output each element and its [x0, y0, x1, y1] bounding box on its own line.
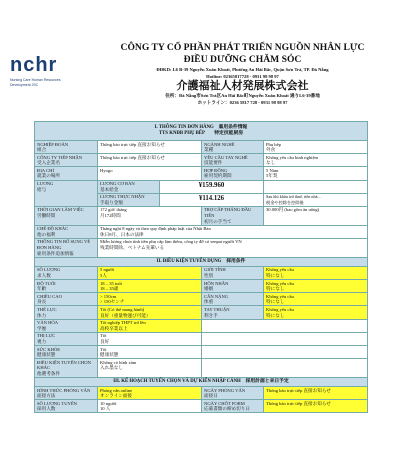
field-value: Tốt 健康状態: [97, 346, 201, 358]
salary-base-row: [97, 181, 367, 193]
field-empty: [201, 320, 367, 332]
company-header: [90, 42, 395, 106]
form-row: [35, 399, 367, 412]
field-label: NGÀY PHỎNG VẤN 面接日: [201, 387, 263, 399]
field-empty: [201, 346, 367, 358]
field-empty: [201, 333, 367, 345]
salary-block: [97, 181, 367, 206]
field-label: ĐIỀU KIỆN TUYỂN CHỌN KHÁC 他選考条件: [35, 359, 97, 377]
company-name-vi-2: ĐIỀU DƯỠNG CHĂM SÓC: [183, 54, 302, 65]
salary-net-row: [97, 193, 367, 206]
field-label: THỂ LỰC 体力: [35, 306, 97, 318]
form-row: [35, 153, 367, 166]
field-value: > 150cm > 150センチ: [97, 293, 201, 305]
company-name-vi: CÔNG TY CỔ PHẦN PHÁT TRIỂN NGUỒN NHÂN LỰC: [120, 42, 365, 53]
field-value: Hyogo: [97, 167, 201, 179]
field-value: 5 Năm 5年契: [263, 167, 367, 179]
field-label: ĐỊA CHỈ 就業の場所: [35, 167, 97, 179]
field-value: Không yêu cầu 特になし: [263, 267, 367, 279]
form-row: [35, 279, 367, 292]
salary-note-top: [263, 181, 367, 193]
field-label: SỐ LƯỢNG TUYỂN 採用人数: [35, 400, 97, 412]
field-value: 30.000円 (bao gồm ăn uống): [263, 207, 367, 225]
company-hotline-jp: ホットライン：0236 5817 728 - 0931 98 98 97: [197, 100, 288, 105]
field-label: TAY THUẬN 利き手: [201, 306, 263, 318]
field-label: LƯƠNG 給与: [35, 181, 97, 206]
field-value: Phỏng vấn online オンライン面接: [97, 387, 201, 399]
field-value: Tháng nghỉ 8 ngày và theo quy định pháp luật của Nhật Bản 休日8月、日本の法律: [97, 226, 367, 238]
field-value: Không yêu cầu 特になし: [263, 293, 367, 305]
form-row: [35, 238, 367, 257]
field-value: Phụ bếp 外食: [263, 141, 367, 153]
form-row: [35, 292, 367, 305]
field-value: Thông báo trực tiếp 直接お知らせ: [97, 141, 201, 153]
field-value: 5 người 5人: [97, 267, 201, 279]
field-value: Tốt (Có thể mang hành) 良好（重量物運び可能）: [97, 306, 201, 318]
company-address: ĐĐKD: L6 B-39 Nguyễn Xuân Khoát, Phường An Hải Bắc, Quận Sơn Trà, TP. Đà Nẵng: [156, 67, 329, 72]
field-label: SỐ LƯỢNG 求人数: [35, 267, 97, 279]
field-value: Thông báo trực tiếp 直接お知らせ: [97, 154, 201, 166]
company-name-jp: 介護福祉人材発展株式会社: [176, 80, 309, 92]
form-row: [35, 225, 367, 238]
company-logo: [10, 54, 80, 114]
field-value: Không yêu cầu 特になし: [263, 280, 367, 292]
field-value: Miễn lương chưa tính tiền phụ cấp làm thêm, công ty đỡ có senpai người VN 残業時間除、ベトナム先輩いる: [97, 239, 367, 257]
salary-base-value: ¥159.960: [159, 181, 263, 193]
logo-mark: nchr: [10, 54, 58, 76]
company-address-jp: 住所：Đà Nẵng市Sơn Trà区An Hải Bắc町Nguyễn Xuân Khoát 通りL6-39番地: [165, 93, 320, 98]
field-value: 18 – 35 tuổi 18 – 35歳: [97, 280, 201, 292]
salary-note: Sau khi khấu trừ thuế, tiền nhà… 税金や控除を控除後: [263, 194, 367, 206]
form-row: [35, 140, 367, 153]
field-label: NGÀNH NGHỀ 業種: [201, 141, 263, 153]
field-empty: [201, 359, 367, 377]
form-row: [35, 305, 367, 318]
field-label: CÔNG TY TIẾP NHẬN 受入企業名: [35, 154, 97, 166]
section-order-info: [35, 122, 367, 140]
field-label: LƯƠNG THỰC NHẬN 手取り金額: [97, 194, 159, 206]
field-value: 10 người 10 人: [97, 400, 201, 412]
field-label: YÊU CẦU TAY NGHỀ 技能要件: [201, 154, 263, 166]
form-row: [35, 386, 367, 399]
field-label: CHIỀU CAO 身長: [35, 293, 97, 305]
salary-row: [35, 180, 367, 206]
field-label: HỢP ĐỒNG 雇用契約期間: [201, 167, 263, 179]
field-label: ĐỘ TUỔI 年齢: [35, 280, 97, 292]
field-value: Thông báo trực tiếp 直接お知らせ: [263, 387, 367, 399]
field-label: NGÀY CHỐT FORM 応募書類の締め切り日: [201, 400, 263, 412]
form-row: [35, 332, 367, 345]
section-conditions: II. ĐIỀU KIỆN TUYỂN DỤNG 採用条件: [35, 257, 367, 266]
section-order-info-sub: TTS KNĐB PHỤ BẾP 特定技能厨房: [158, 131, 244, 136]
field-label: NGHIỆP ĐOÀN 組合: [35, 141, 97, 153]
field-value: Không có hình xăm 入れ墨なし: [97, 359, 201, 377]
field-value: 172 giờ/ tháng 月172時間: [97, 207, 201, 225]
field-label: HÌNH THỨC PHỎNG VẤN 面接方法: [35, 387, 97, 399]
field-label: THỜI GIAN LÀM VIỆC 労働時間: [35, 207, 97, 225]
field-label: VĂN HÓA 学歴: [35, 320, 97, 332]
company-hotline: Hotline: 02365817728 - 0931 98 98 97: [206, 74, 279, 79]
field-label: THỊ LỰC 視力: [35, 333, 97, 345]
form-row: [35, 166, 367, 179]
field-label: SỨC KHỎE 健康状態: [35, 346, 97, 358]
field-value: Tốt 良好: [97, 333, 201, 345]
field-label: GIỚI TÍNH 性別: [201, 267, 263, 279]
form-row: [35, 345, 367, 358]
form-row: [35, 358, 367, 377]
form-row: [35, 206, 367, 225]
salary-net-value: ¥114.126: [159, 194, 263, 206]
section-order-info-title: I. THÔNG TIN ĐƠN HÀNG 雇用条件情報: [154, 125, 248, 130]
field-label: CHẾ ĐỘ KHÁC 他の福利: [35, 226, 97, 238]
field-label: HÔN NHÂN 婚姻: [201, 280, 263, 292]
job-order-form: [34, 121, 368, 413]
field-label: TRỢ CẤP THÁNG ĐẦU TIÊN 初月の手当て: [201, 207, 263, 225]
field-value: Không yêu cầu 特になし: [263, 306, 367, 318]
form-row: [35, 319, 367, 332]
field-label: LƯƠNG CƠ BẢN 基本給金: [97, 181, 159, 193]
logo-subtitle: Nursing Care Human Resources Development JSC: [10, 78, 61, 87]
form-row: [35, 266, 367, 279]
field-value: Tốt nghiệp THPT trở lên 高校卒業以上: [97, 320, 201, 332]
field-value: Không yêu cầu kinh nghiệm なし: [263, 154, 367, 166]
field-label: CÂN NẶNG 体重: [201, 293, 263, 305]
field-value: Thông báo trực tiếp 直接お知らせ: [263, 400, 367, 412]
section-plan: III. KẾ HOẠCH TUYỂN CHỌN VÀ DỰ KIẾN NHẬP CẢNH 採用計画と来日予定: [35, 377, 367, 386]
field-label: THÔNG TIN BỔ SUNG VỀ ĐƠN HÀNG 雇用条件追加情報: [35, 239, 97, 257]
